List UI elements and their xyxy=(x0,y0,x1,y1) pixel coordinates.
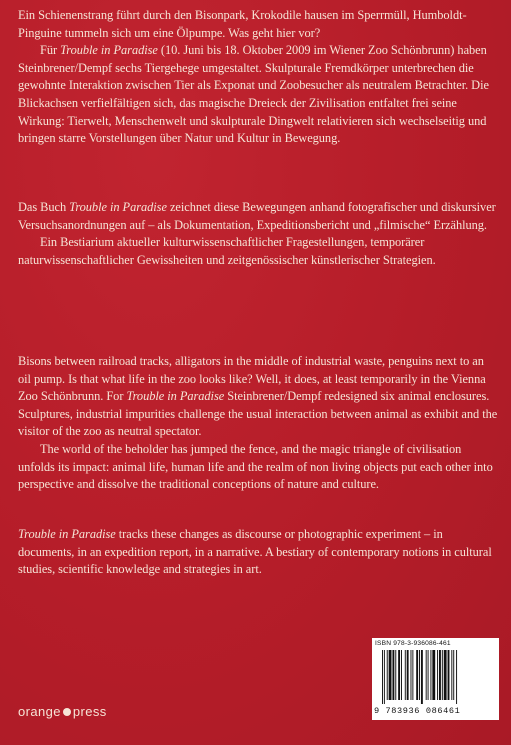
barcode-bar xyxy=(442,650,443,700)
english-blurb xyxy=(18,353,498,494)
barcode-bar xyxy=(432,650,435,700)
barcode-bar xyxy=(448,650,450,700)
publisher-name-left: orange xyxy=(18,704,61,719)
book-title-italic: Trouble in Paradise xyxy=(126,389,225,404)
barcode-digits: 9 783936 086461 xyxy=(374,706,461,716)
barcode-bar xyxy=(439,650,441,700)
barcode-bar xyxy=(392,650,394,700)
barcode-bar xyxy=(405,650,406,700)
isbn-label: ISBN 978-3-936086-461 xyxy=(375,640,451,647)
english-paragraph-1 xyxy=(18,353,498,441)
german-paragraph-2 xyxy=(18,42,498,148)
barcode-bar xyxy=(437,650,438,700)
barcode-bar xyxy=(451,650,452,700)
barcode-bars xyxy=(382,650,492,704)
barcode-bar xyxy=(419,650,420,700)
barcode-bar xyxy=(453,650,454,700)
barcode-bar xyxy=(398,650,400,700)
barcode-bar xyxy=(384,650,385,704)
barcode-bar xyxy=(387,650,388,700)
barcode-bar xyxy=(389,650,392,700)
german-p2-body: (10. Juni bis 18. Oktober 2009 im Wiener Zoo Schönbrunn) haben Steinbrener/Dempf sechs Tiergehege umgestaltet. Skulpturale Fremdkörper unterbrechen die gewohnte Interaktion zwischen Tier als Exponat und Zoobesucher als neutralem Betrachter. Die Blickachsen verfielfältigen sich, das magische Dreieck der Zivilisation entfaltet frei seine Wirkung: Tierwelt, Menschenwelt und skulpturale Dingwelt relativieren sich wechselseitig und bringen starre Vorstellungen über Natur und Kultur in Bewegung. xyxy=(18,43,489,146)
german-paragraph-4: Ein Bestiarium aktueller kulturwissenschaftlicher Fragestellungen, temporärer naturwissenschaftlicher Gewissheiten und zeitgenössischer künstlerischer Strategien. xyxy=(18,235,436,267)
book-title-italic: Trouble in Paradise xyxy=(69,200,167,214)
english-paragraph-2: The world of the beholder has jumped the fence, and the magic triangle of civilisation unfolds its impact: animal life, human life and the realm of non living objects put each other into perspective and dissolve the traditional conceptions of nature and culture. xyxy=(18,441,493,492)
barcode-bar xyxy=(426,650,427,700)
english-p1-body: Steinbrener/Dempf redesigned six animal enclosures. Sculptures, industrial impurities challenge the usual interaction between animal as exhibit and the visitor of the zoo as neutral spectator. xyxy=(18,389,498,439)
english-p1-lead: Bisons between railroad tracks, alligators in the middle of industrial waste, penguins next to an oil pump. Is that what life in the zoo looks like? Well, it does, at least temporarily in the Vienna Zoo Schönbrunn. For xyxy=(18,354,486,404)
barcode-bar xyxy=(456,650,457,704)
barcode-bar xyxy=(428,650,429,700)
german-p3-body: zeichnet diese Bewegungen anhand fotografischer und diskursiver Versuchsanordnungen auf – als Dokumentation, Expeditionsbericht und „filmische“ Erzählung. xyxy=(18,200,496,232)
english-blurb-2 xyxy=(18,526,498,579)
german-paragraph-3 xyxy=(18,199,498,234)
german-p2-lead: Für xyxy=(40,43,61,58)
barcode-bar xyxy=(416,650,418,700)
barcode-bar xyxy=(407,650,409,700)
german-p3-lead: Das Buch xyxy=(18,200,70,214)
german-paragraph-1: Ein Schienenstrang führt durch den Bisonpark, Krokodile hausen im Sperrmüll, Humboldt-Pinguine tummeln sich um eine Ölpumpe. Was geht hier vor? xyxy=(18,8,467,40)
publisher-dot-icon xyxy=(63,708,71,716)
english-paragraph-3 xyxy=(18,526,498,579)
publisher-logo xyxy=(18,704,107,719)
isbn-barcode xyxy=(372,638,499,720)
barcode-bar xyxy=(412,650,413,700)
book-title-italic: Trouble in Paradise xyxy=(18,527,116,541)
book-title-italic: Trouble in Paradise xyxy=(60,43,158,58)
german-blurb xyxy=(18,7,498,148)
english-p3-body: tracks these changes as discourse or photographic experiment – in documents, in an expedition report, in a narrative. A bestiary of contemporary notions in cultural studies, scientific knowledge and strategies in art. xyxy=(18,527,492,577)
publisher-name-right: press xyxy=(72,704,107,719)
german-blurb-2 xyxy=(18,199,498,269)
barcode-bar xyxy=(411,650,412,700)
barcode-bar xyxy=(401,650,402,700)
barcode-bar xyxy=(421,650,423,704)
barcode-bar xyxy=(382,650,383,704)
barcode-bar xyxy=(430,650,431,700)
barcode-bar xyxy=(395,650,396,700)
barcode-bar xyxy=(444,650,447,700)
